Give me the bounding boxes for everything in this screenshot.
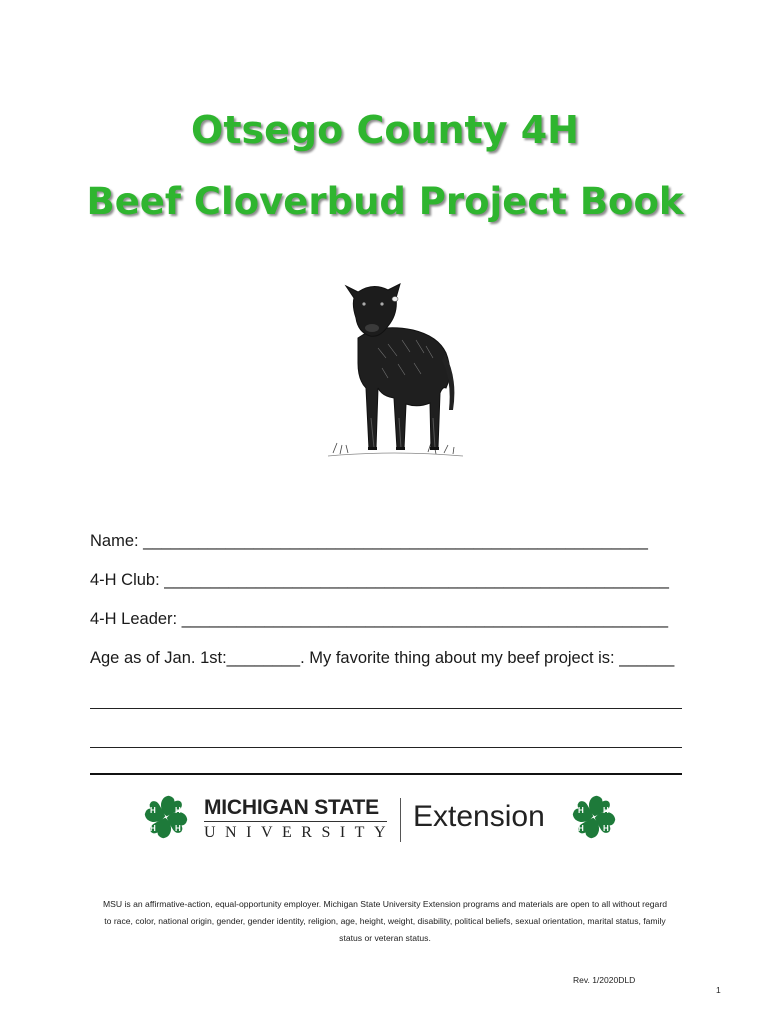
logo-divider [400,798,401,842]
svg-text:H: H [578,824,584,833]
4h-clover-icon [140,791,192,843]
page-number: 1 [716,985,721,995]
form-fields [90,522,682,764]
svg-text:H: H [175,806,181,815]
answer-line-1 [90,686,682,709]
revision-label: Rev. 1/2020DLD [573,975,636,985]
msu-wordmark [204,796,395,842]
age-field: Age as of Jan. 1st:________. My favorite thing about my beef project is: ______ [90,649,675,667]
title-line-1: Otsego County 4H [191,108,579,152]
svg-text:H: H [150,806,156,815]
title-line-2: Beef Cloverbud Project Book [86,180,684,223]
calf-illustration [318,268,468,468]
name-field: Name: _______________________________________________________ [90,532,648,550]
svg-text:H: H [603,824,609,833]
club-field: 4-H Club: _______________________________________________________ [90,571,669,589]
extension-wordmark: Extension [413,800,545,833]
disclaimer-text: MSU is an affirmative-action, equal-opportunity employer. Michigan State University Extension programs and materials are open to all without regard to race, color, national origin, gender, gender identity, religion, age, height, weight, disability, political beliefs, sexual orientation, marital status, family status or veteran status. [103,899,667,943]
svg-text:H: H [578,806,584,815]
msu-bottom-text: UNIVERSITY [204,824,395,841]
footer-rule [90,773,682,775]
4h-clover-icon [568,791,620,843]
svg-text:H: H [603,806,609,815]
answer-line-2 [90,725,682,748]
leader-field: 4-H Leader: _____________________________________________________ [90,610,669,628]
svg-text:H: H [150,824,156,833]
svg-text:H: H [175,824,181,833]
msu-top-text: MICHIGAN STATE [204,796,379,819]
